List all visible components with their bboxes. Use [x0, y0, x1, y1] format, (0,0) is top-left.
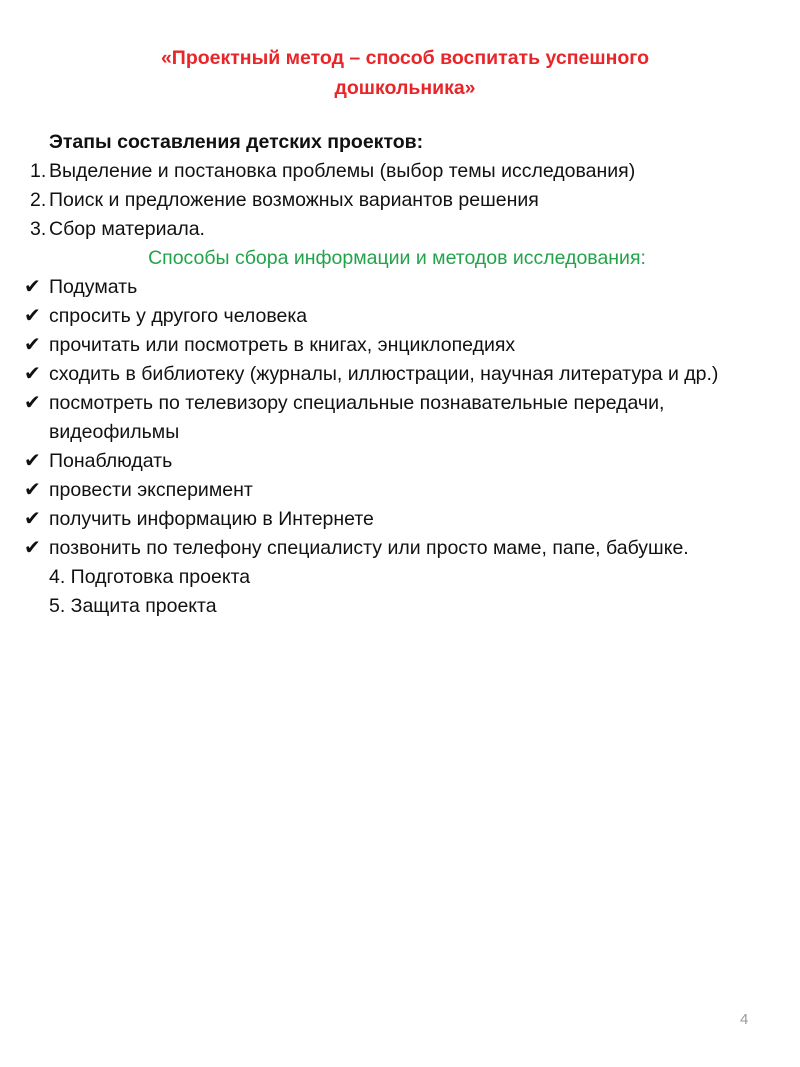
method-text: позвонить по телефону специалисту или просто маме, папе, бабушке. — [49, 537, 689, 559]
stage-item — [24, 215, 754, 244]
methods-heading: Способы сбора информации и методов исследования: — [148, 247, 646, 269]
stages-list — [24, 157, 754, 244]
method-text: прочитать или посмотреть в книгах, энциклопедиях — [49, 334, 516, 356]
stage-number: 3. — [30, 218, 47, 240]
stage-number: 1. — [30, 160, 47, 182]
method-text: Понаблюдать — [49, 450, 173, 472]
checkmark-icon: ✔ — [24, 305, 41, 327]
checkmark-icon: ✔ — [24, 392, 41, 414]
checkmark-icon: ✔ — [24, 276, 41, 298]
stage-4: 4. Подготовка проекта — [49, 566, 251, 588]
stages-heading: Этапы составления детских проектов: — [49, 131, 424, 153]
method-text: провести эксперимент — [49, 479, 253, 501]
checkmark-icon: ✔ — [24, 479, 41, 501]
method-text: получить информацию в Интернете — [49, 508, 374, 530]
slide-title: «Проектный метод – способ воспитать успешного дошкольника» — [160, 47, 650, 99]
methods-list — [24, 273, 754, 563]
checkmark-icon: ✔ — [24, 537, 41, 559]
method-item — [24, 331, 754, 360]
method-item — [24, 505, 754, 534]
method-item — [24, 476, 754, 505]
slide-content — [24, 128, 754, 621]
stage-text: Выделение и постановка проблемы (выбор темы исследования) — [49, 160, 636, 182]
method-text: сходить в библиотеку (журналы, иллюстрации, научная литература и др.) — [49, 363, 719, 385]
method-item — [24, 273, 754, 302]
method-item — [24, 360, 754, 389]
stage-text: Поиск и предложение возможных вариантов решения — [49, 189, 539, 211]
checkmark-icon: ✔ — [24, 334, 41, 356]
method-item — [24, 447, 754, 476]
method-text: посмотреть по телевизору специальные познавательные передачи, видеофильмы — [49, 392, 665, 443]
stage-item — [24, 186, 754, 215]
stage-number: 2. — [30, 189, 47, 211]
method-item — [24, 534, 754, 563]
stage-text: Сбор материала. — [49, 218, 205, 240]
method-item — [24, 389, 754, 447]
page-number: 4 — [740, 1011, 749, 1028]
method-text: Подумать — [49, 276, 138, 298]
method-text: спросить у другого человека — [49, 305, 308, 327]
stage-5: 5. Защита проекта — [49, 595, 217, 617]
checkmark-icon: ✔ — [24, 450, 41, 472]
stage-item — [24, 157, 754, 186]
method-item — [24, 302, 754, 331]
checkmark-icon: ✔ — [24, 363, 41, 385]
checkmark-icon: ✔ — [24, 508, 41, 530]
